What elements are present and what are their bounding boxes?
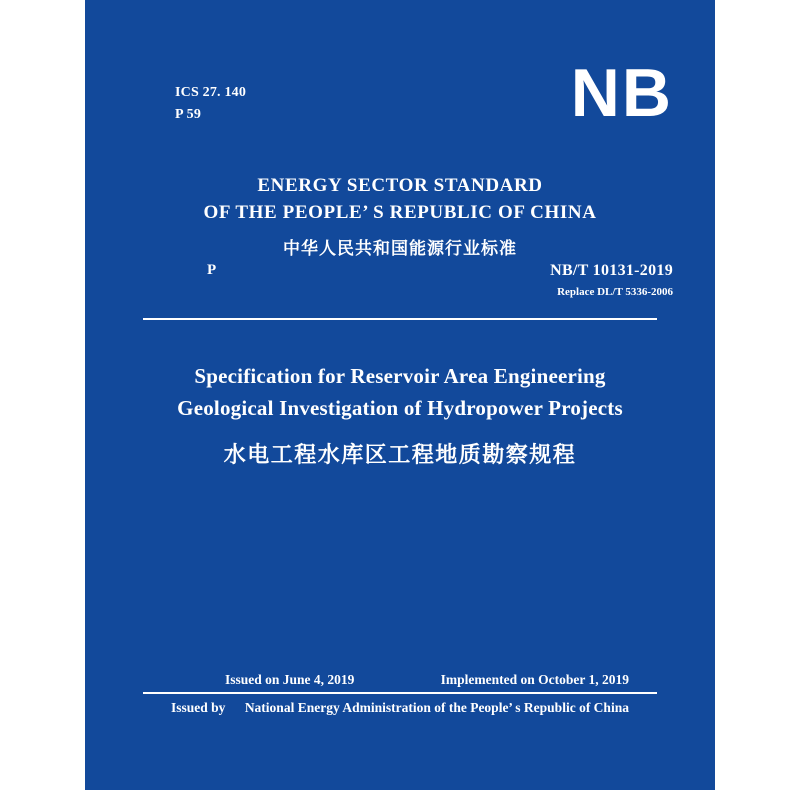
issued-date: Issued on June 4, 2019 [225,672,355,687]
implemented-date: Implemented on October 1, 2019 [440,672,629,687]
ics-code: ICS 27. 140 [175,85,247,100]
standard-number: NB/T 10131-2019 [550,262,673,279]
standard-line-1: ENERGY SECTOR STANDARD [257,175,543,196]
standard-line-chinese: 中华人民共和国能源行业标准 [283,239,517,259]
standard-line-2: OF THE PEOPLE’ S REPUBLIC OF CHINA [203,202,597,223]
divider-top [143,318,657,320]
issued-by-organization: National Energy Administration of the People’ s Republic of China [244,700,629,715]
issuer-row [85,700,715,716]
standard-identifier-row [85,262,715,302]
document-title [85,360,715,469]
nb-logo: NB [570,55,673,131]
replaced-standard: Replace DL/T 5336-2006 [557,286,673,298]
classification-code: P 59 [175,107,202,122]
issued-by-label: Issued by [171,700,226,715]
title-chinese: 水电工程水库区工程地质勘察规程 [223,443,577,468]
p-mark: P [207,262,217,278]
standard-cover-page [85,0,715,790]
code-block [175,82,246,126]
divider-bottom [143,692,657,694]
issuing-standard-block [85,172,715,259]
dates-row [143,672,657,688]
title-english-line-1: Specification for Reservoir Area Engineering [194,364,606,388]
title-english-line-2: Geological Investigation of Hydropower Projects [177,396,623,420]
